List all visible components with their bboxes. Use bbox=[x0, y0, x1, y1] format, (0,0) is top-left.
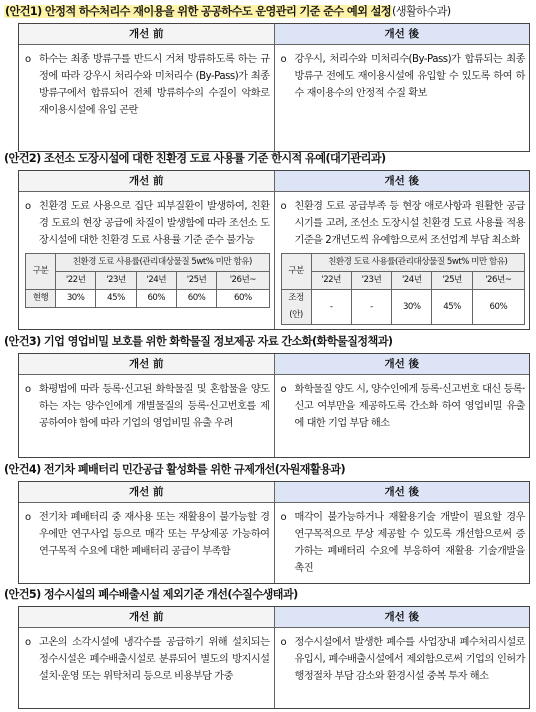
section-3-dept: (화학물질정책과) bbox=[311, 335, 393, 348]
section-4-after bbox=[275, 503, 530, 583]
section-1-title-text: (안건1) 안정적 하수처리수 재이용을 위한 공공하수도 운영관리 기준 준수 예외 설정 bbox=[5, 5, 391, 18]
section-3-before-text: 화평법에 따라 등록·신고된 화학물질 및 혼합물을 양도하는 자는 양수인에게 개별물질의 등록·신고번호를 제공하여야 함에 따라 기업의 영업비밀 유출 우려 bbox=[39, 384, 270, 429]
year-cell: '25년 bbox=[432, 272, 472, 290]
header-before: 개선 前 bbox=[19, 171, 275, 191]
bullet-icon: o bbox=[25, 637, 31, 648]
bullet-icon: o bbox=[25, 512, 31, 523]
section-5-before-text: 고온의 소각시설에 냉각수를 공급하기 위해 설치되는 정수시설은 폐수배출시설로 분류되어 별도의 방지시설 설치·운영 또는 위탁처리 등으로 비용부담 가중 bbox=[39, 637, 270, 682]
row-label: 현행 bbox=[26, 290, 56, 308]
table-header bbox=[19, 171, 529, 192]
section-5-title bbox=[4, 586, 298, 604]
table-heading: 친환경 도료 사용률(관리대상물질 5wt% 미만 함유) bbox=[311, 254, 525, 272]
bullet-icon: o bbox=[280, 201, 287, 212]
header-after: 개선 後 bbox=[275, 482, 530, 502]
usage-rate-table-current bbox=[25, 253, 270, 308]
year-cell: '26년~ bbox=[217, 272, 269, 290]
section-3-after bbox=[275, 375, 530, 457]
year-cell: '23년 bbox=[351, 272, 391, 290]
section-4-table bbox=[18, 481, 530, 584]
table-header bbox=[19, 354, 529, 375]
table-header bbox=[19, 607, 529, 628]
value-cell: 60% bbox=[472, 290, 524, 325]
section-1-before bbox=[19, 45, 275, 151]
section-5-title-text: (안건5) 정수시설의 폐수배출시설 제외기준 개선 bbox=[4, 588, 228, 601]
section-4-title-text: (안건4) 전기차 폐배터리 민간공급 활성화를 위한 규제개선 bbox=[4, 463, 275, 476]
section-2-after bbox=[275, 192, 530, 329]
value-cell: 30% bbox=[392, 290, 432, 325]
value-cell: - bbox=[351, 290, 391, 325]
bullet-icon: o bbox=[25, 201, 31, 212]
section-1-table bbox=[18, 23, 530, 152]
section-5-before bbox=[19, 628, 275, 708]
year-cell: '24년 bbox=[136, 272, 176, 290]
year-cell: '23년 bbox=[96, 272, 136, 290]
section-3-title-text: (안건3) 기업 영업비밀 보호를 위한 화학물질 정보제공 자료 간소화 bbox=[4, 335, 312, 348]
year-cell: '24년 bbox=[392, 272, 432, 290]
section-2-title bbox=[4, 150, 386, 168]
section-2-after-text: 친환경 도료 공급부족 등 현장 애로사항과 원활한 공급시기를 고려, 조선소 도장시설 친환경 도료 사용률 적용기준을 2개년도씩 유예함으로써 조선업계 부담 최소화 bbox=[294, 201, 525, 246]
section-1-title bbox=[4, 3, 451, 21]
value-cell: 60% bbox=[176, 290, 216, 308]
section-2-before-text: 친환경 도료 사용으로 집단 피부질환이 발생하여, 친환경 도료의 현장 공급에 차질이 발생함에 따라 조선소 도장시설에 대한 친환경 도료 사용률 기준 준수 불가능 bbox=[39, 201, 270, 246]
bullet-icon: o bbox=[25, 384, 31, 395]
bullet-icon: o bbox=[280, 512, 287, 523]
header-after: 개선 後 bbox=[275, 607, 530, 627]
section-4-dept: (자원재활용과) bbox=[274, 463, 346, 476]
header-before: 개선 前 bbox=[19, 607, 275, 627]
header-before: 개선 前 bbox=[19, 482, 275, 502]
value-cell: - bbox=[311, 290, 351, 325]
section-3-table bbox=[18, 353, 530, 458]
section-2-table bbox=[18, 170, 530, 330]
section-5-after-text: 정수시설에서 발생한 폐수를 사업장내 폐수처리시설로 유입시, 폐수배출시설에서 제외함으로써 기업의 인허가 행정절차 부담 감소와 환경시설 중복 투자 해소 bbox=[294, 637, 525, 682]
section-1-after-text: 강우시, 처리수와 미처리수(By-Pass)가 합류되는 최종 방류구 전에도 재이용시설에 유입할 수 있도록 하여 하수 재이용수의 안정적 수질 확보 bbox=[294, 54, 525, 99]
section-1-before-text: 하수는 최종 방류구를 반드시 거쳐 방류하도록 하는 규정에 따라 강우시 처리수와 미처리수 (By-Pass)가 최종 방류구에서 합류되어 전체 방류하수의 수질이 악화로 재이용시설에 유입 곤란 bbox=[39, 54, 270, 116]
header-after: 개선 後 bbox=[275, 354, 530, 374]
bullet-icon: o bbox=[280, 637, 287, 648]
year-cell: '22년 bbox=[56, 272, 96, 290]
year-cell: '26년~ bbox=[472, 272, 524, 290]
table-col-label: 구분 bbox=[26, 254, 56, 290]
header-after: 개선 後 bbox=[275, 171, 530, 191]
section-5-table bbox=[18, 606, 530, 709]
section-2-dept: (대기관리과) bbox=[325, 152, 386, 165]
value-cell: 45% bbox=[432, 290, 472, 325]
section-4-before bbox=[19, 503, 275, 583]
year-cell: '25년 bbox=[176, 272, 216, 290]
section-5-dept: (수질수생태과) bbox=[227, 588, 298, 601]
header-before: 개선 前 bbox=[19, 354, 275, 374]
section-1-after bbox=[275, 45, 530, 151]
section-4-after-text: 매각이 불가능하거나 재활용기술 개발이 필요할 경우 연구목적으로 무상 제공할 수 있도록 개선함으로써 증가하는 폐배터리 수요에 부응하여 재활용 기술개발을 촉진 bbox=[294, 512, 525, 574]
section-3-title bbox=[4, 333, 392, 351]
table-heading: 친환경 도료 사용률(관리대상물질 5wt% 미만 함유) bbox=[56, 254, 270, 272]
section-3-before bbox=[19, 375, 275, 457]
header-after: 개선 後 bbox=[275, 24, 530, 44]
section-2-title-text: (안건2) 조선소 도장시설에 대한 친환경 도료 사용률 기준 한시적 유예 bbox=[4, 152, 326, 165]
usage-rate-table-proposed bbox=[281, 253, 526, 325]
value-cell: 60% bbox=[217, 290, 269, 308]
header-before: 개선 前 bbox=[19, 24, 275, 44]
table-header bbox=[19, 24, 529, 45]
value-cell: 60% bbox=[136, 290, 176, 308]
value-cell: 45% bbox=[96, 290, 136, 308]
section-2-before bbox=[19, 192, 275, 329]
table-col-label: 구분 bbox=[281, 254, 311, 290]
table-header bbox=[19, 482, 529, 503]
section-3-after-text: 화학물질 양도 시, 양수인에게 등록·신고번호 대신 등록·신고 여부만을 제공하도록 간소화 하여 영업비밀 유출에 대한 기업 부담 해소 bbox=[294, 384, 525, 429]
section-4-title bbox=[4, 461, 345, 479]
bullet-icon: o bbox=[25, 54, 31, 65]
section-5-after bbox=[275, 628, 530, 708]
section-4-before-text: 전기차 폐배터리 중 재사용 또는 재활용이 불가능할 경우에만 연구사업 등으로 매각 또는 무상제공 가능하여 연구목적 수요에 대한 폐배터리 공급이 부족함 bbox=[39, 512, 270, 557]
bullet-icon: o bbox=[280, 54, 287, 65]
row-label: 조정(안) bbox=[281, 290, 311, 325]
section-1-dept: (생활하수과) bbox=[392, 5, 451, 18]
value-cell: 30% bbox=[56, 290, 96, 308]
year-cell: '22년 bbox=[311, 272, 351, 290]
bullet-icon: o bbox=[280, 384, 287, 395]
